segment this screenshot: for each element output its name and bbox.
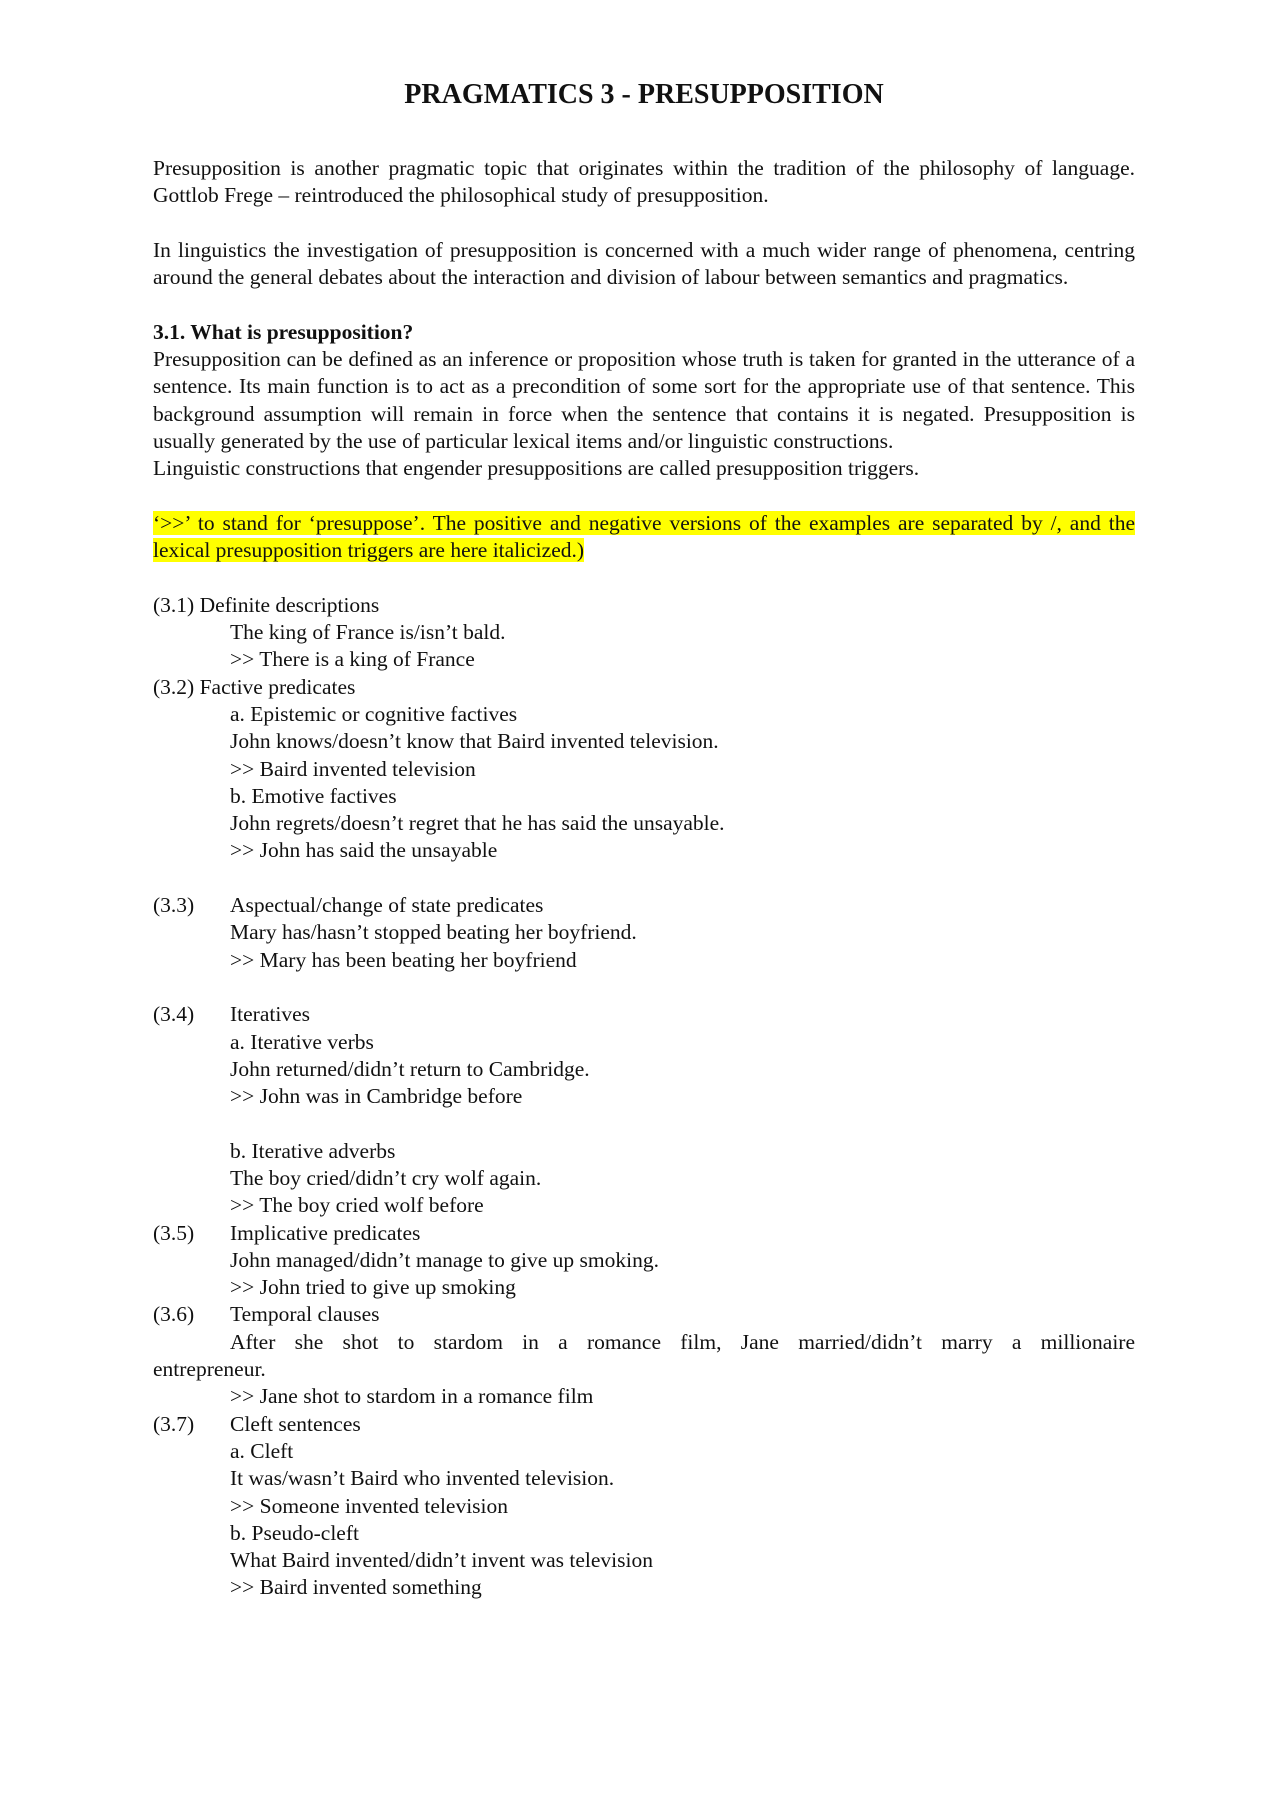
- spacer: [153, 483, 1135, 510]
- example-line: a. Epistemic or cognitive factives: [230, 701, 518, 726]
- example-line: a. Iterative verbs: [230, 1029, 374, 1054]
- example-heading: Aspectual/change of state predicates: [230, 893, 544, 918]
- section-heading: 3.1. What is presupposition?: [153, 319, 414, 344]
- example-3-5-header: [153, 1220, 1135, 1247]
- example-line: The boy cried/didn’t cry wolf again.: [230, 1165, 542, 1190]
- example-line: >> Baird invented something: [230, 1575, 482, 1600]
- example-line: >> John has said the unsayable: [230, 838, 498, 863]
- example-line: >> The boy cried wolf before: [230, 1193, 484, 1218]
- example-number: (3.3): [153, 893, 195, 918]
- example-line: >> Mary has been beating her boyfriend: [230, 947, 577, 972]
- spacer: [153, 291, 1135, 318]
- example-line: Mary has/hasn’t stopped beating her boyfriend.: [230, 920, 637, 945]
- highlight-span: ‘>>’ to stand for ‘presuppose’. The positive and negative versions of the examples are separated by /, and the lexical presupposition triggers are here italicized.): [153, 510, 1135, 563]
- example-line: John returned/didn’t return to Cambridge.: [230, 1056, 590, 1081]
- example-line: John managed/didn’t manage to give up smoking.: [230, 1247, 659, 1272]
- intro-paragraph-2: In linguistics the investigation of presupposition is concerned with a much wider range of phenomena, centring around the general debates about the interaction and division of labour between semantics and pragmatics.: [153, 237, 1135, 290]
- example-line: >> There is a king of France: [230, 647, 475, 672]
- spacer: [153, 974, 1135, 1001]
- page-title: PRAGMATICS 3 - PRESUPPOSITION: [404, 79, 884, 110]
- example-3-7-header: [153, 1411, 1135, 1438]
- example-line: b. Iterative adverbs: [230, 1138, 396, 1163]
- example-number: (3.7): [153, 1411, 195, 1436]
- document-page: [153, 70, 1135, 1602]
- example-number: (3.4): [153, 1002, 195, 1027]
- example-line: John knows/doesn’t know that Baird invented television.: [230, 729, 719, 754]
- example-heading: Cleft sentences: [230, 1411, 361, 1436]
- example-3-4-header: [153, 1001, 1135, 1028]
- example-number: (3.5): [153, 1220, 195, 1245]
- example-heading: Iteratives: [230, 1002, 310, 1027]
- example-line: b. Pseudo-cleft: [230, 1520, 359, 1545]
- example-heading: Temporal clauses: [230, 1302, 380, 1327]
- spacer: [153, 210, 1135, 237]
- example-line: What Baird invented/didn’t invent was television: [230, 1548, 653, 1573]
- example-line: >> John tried to give up smoking: [230, 1275, 516, 1300]
- definition-paragraph: Presupposition can be defined as an inference or proposition whose truth is taken for granted in the utterance of a sentence. Its main function is to act as a precondition of some sort for the appropriate use of that sentence. This background assumption will remain in force when the sentence that contains it is negated. Presupposition is usually generated by the use of particular lexical items and/or linguistic constructions.: [153, 347, 1135, 453]
- intro-paragraph-1: Presupposition is another pragmatic topic that originates within the tradition of the philosophy of language. Gottlob Frege – reintroduced the philosophical study of presupposition.: [153, 156, 1135, 208]
- example-line: >> Jane shot to stardom in a romance film: [230, 1384, 594, 1409]
- example-number: (3.6): [153, 1302, 195, 1327]
- example-line-wrap: entrepreneur.: [153, 1357, 266, 1382]
- example-line: John regrets/doesn’t regret that he has said the unsayable.: [230, 811, 725, 836]
- example-line: After she shot to stardom in a romance film, Jane married/didn’t marry a millionaire: [230, 1329, 1135, 1354]
- example-line: The king of France is/isn’t bald.: [230, 620, 506, 645]
- highlighted-note: [153, 510, 1135, 565]
- spacer: [153, 564, 1135, 591]
- example-heading: Implicative predicates: [230, 1220, 421, 1245]
- example-line: It was/wasn’t Baird who invented television.: [230, 1466, 615, 1491]
- example-3-2-label: (3.2) Factive predicates: [153, 674, 356, 699]
- example-3-1-label: (3.1) Definite descriptions: [153, 592, 380, 617]
- example-3-6-header: [153, 1301, 1135, 1328]
- triggers-paragraph: Linguistic constructions that engender presuppositions are called presupposition triggers.: [153, 456, 920, 481]
- example-line: a. Cleft: [230, 1438, 294, 1463]
- example-line: b. Emotive factives: [230, 783, 397, 808]
- example-line: >> Someone invented television: [230, 1493, 509, 1518]
- example-3-3-header: [153, 892, 1135, 919]
- example-line: >> Baird invented television: [230, 756, 476, 781]
- example-line: >> John was in Cambridge before: [230, 1084, 523, 1109]
- spacer: [153, 865, 1135, 892]
- spacer: [153, 1110, 1135, 1137]
